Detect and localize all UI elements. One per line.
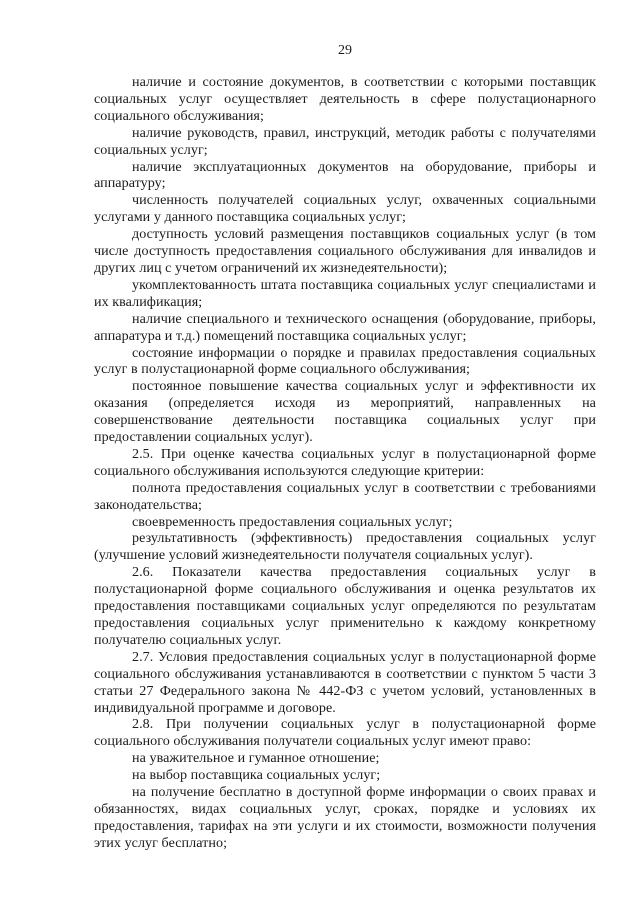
paragraph: доступность условий размещения поставщиков социальных услуг (в том числе доступность предоставления социального обслуживания для инвалидов и других лиц с учетом ограничений их жизнедеятельности);	[94, 226, 596, 276]
paragraph: 2.7. Условия предоставления социальных услуг в полустационарной форме социального обслуживания устанавливаются в соответствии с пунктом 5 части 3 статьи 27 Федерального закона № 442-ФЗ с учетом условий, установленных в индивидуальной программе и договоре.	[94, 648, 596, 716]
paragraph: на получение бесплатно в доступной форме информации о своих правах и обязанностях, видах социальных услуг, сроках, порядке и условиях их предоставления, тарифах на эти услуги и их стоимости, возможности получения этих услуг бесплатно;	[94, 784, 596, 851]
paragraph: состояние информации о порядке и правилах предоставления социальных услуг в полустационарной форме социального обслуживания;	[94, 344, 596, 378]
paragraph: постоянное повышение качества социальных услуг и эффективности их оказания (определяется исходя из мероприятий, направленных на совершенствование деятельности поставщика социальных услуг при предоставлении социальных услуг).	[94, 378, 596, 446]
paragraph: численность получателей социальных услуг, охваченных социальными услугами у данного поставщика социальных услуг;	[94, 192, 596, 226]
paragraph: на уважительное и гуманное отношение;	[132, 750, 380, 767]
page-number: 29	[338, 43, 352, 58]
paragraph: укомплектованность штата поставщика социальных услуг специалистами и их квалификация;	[94, 276, 596, 310]
paragraph: 2.5. При оценке качества социальных услуг в полустационарной форме социального обслуживания используются следующие критерии:	[94, 445, 596, 479]
paragraph: результативность (эффективность) предоставления социальных услуг (улучшение условий жизнедеятельности получателя социальных услуг).	[94, 530, 596, 564]
paragraph: наличие и состояние документов, в соответствии с которыми поставщик социальных услуг осуществляет деятельность в сфере полустационарного социального обслуживания;	[94, 74, 596, 124]
paragraph: наличие руководств, правил, инструкций, методик работы с получателями социальных услуг;	[94, 124, 596, 158]
document-body	[94, 74, 596, 852]
paragraph: на выбор поставщика социальных услуг;	[132, 767, 381, 784]
paragraph: полнота предоставления социальных услуг в соответствии с требованиями законодательства;	[94, 479, 596, 513]
paragraph: наличие эксплуатационных документов на оборудование, приборы и аппаратуру;	[94, 158, 596, 192]
paragraph: своевременность предоставления социальных услуг;	[132, 513, 453, 530]
paragraph: наличие специального и технического оснащения (оборудование, приборы, аппаратура и т.д.) помещений поставщика социальных услуг;	[94, 310, 596, 344]
paragraph: 2.8. При получении социальных услуг в полустационарной форме социального обслуживания получатели социальных услуг имеют право:	[94, 716, 596, 750]
paragraph: 2.6. Показатели качества предоставления социальных услуг в полустационарной форме социального обслуживания и оценка результатов их предоставления поставщиками социальных услуг определяются по результатам предоставления социальных услуг применительно к каждому конкретному получателю социальных услуг.	[94, 564, 596, 648]
